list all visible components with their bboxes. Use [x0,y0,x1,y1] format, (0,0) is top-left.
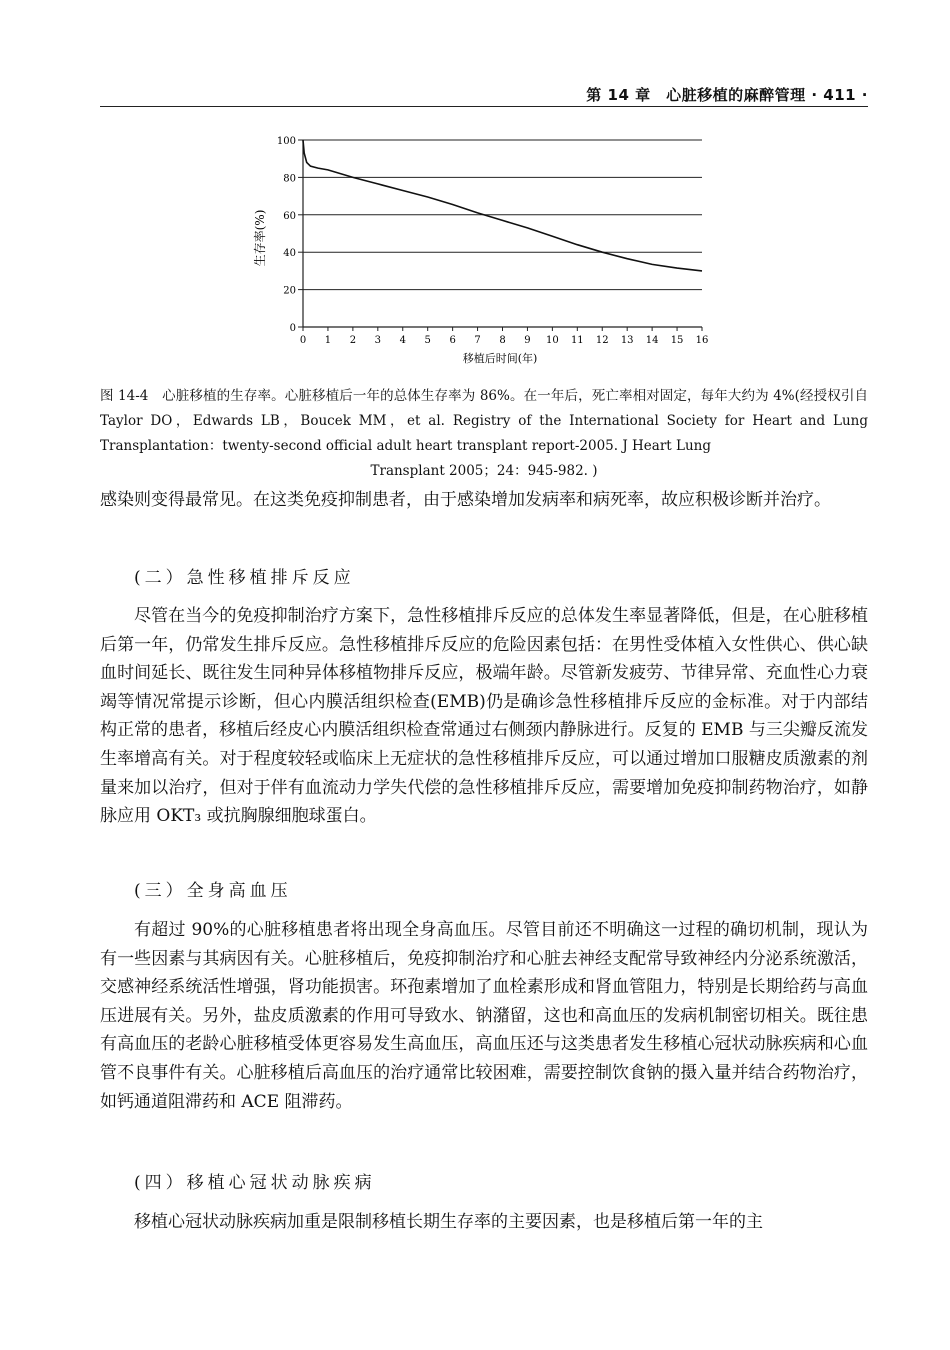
caption-text: 图 14-4 心脏移植的生存率。心脏移植后一年的总体生存率为 86%。在一年后，死亡率相对固定，每年大约为 4%(经授权引自 Taylor DO，Edwards LB，Boucek MM，et al. Registry of the International Society for Heart and Lung Transplantation：twenty-second official adult heart transplant report-2005. J Heart Lung [100,388,868,454]
x-tick-label-4: 4 [399,335,406,346]
x-tick-label-5: 5 [424,335,431,346]
x-tick-label-0: 0 [299,335,307,346]
x-tick-label-10: 10 [546,335,559,346]
x-tick-labels [300,335,709,346]
chart-axes [298,140,702,331]
x-tick-label-11: 11 [570,335,584,346]
x-tick-label-12: 12 [595,335,609,346]
caption-text-end: Transplant 2005；24：945-982. ) [370,463,598,479]
running-head: 第 14 章 心脏移植的麻醉管理 · 411 · [586,86,868,104]
paragraph-acute-rejection: 尽管在当今的免疫抑制治疗方案下，急性移植排斥反应的总体发生率显著降低，但是，在心脏移植后第一年，仍常发生排斥反应。急性移植排斥反应的危险因素包括：在男性受体植入女性供心、供心缺血时间延长、既往发生同种异体移植物排斥反应，极端年龄。尽管新发疲劳、节律异常、充血性心力衰竭等情况常提示诊断，但心内膜活组织检查(EMB)仍是确诊急性移植排斥反应的金标准。对于内部结构正常的患者，移植后经皮心内膜活组织检查常通过右侧颈内静脉进行。反复的 EMB 与三尖瓣反流发生率增高有关。对于程度较轻或临床上无症状的急性移植排斥反应，可以通过增加口服糖皮质激素的剂量来加以治疗，但对于伴有血流动力学失代偿的急性移植排斥反应，需要增加免疫抑制药物治疗，如静脉应用 OKT₃ 或抗胸腺细胞球蛋白。 [100,606,868,827]
x-tick-label-9: 9 [524,335,531,346]
figure-caption [100,384,868,484]
x-tick-label-3: 3 [374,335,381,346]
y-tick-label-80: 80 [283,173,296,185]
x-tick-label-7: 7 [474,335,481,346]
x-tick-label-15: 15 [670,335,684,346]
y-axis-label: 生存率(%) [253,209,267,267]
x-tick-label-1: 1 [324,335,332,346]
y-tick-label-100: 100 [276,136,296,147]
chart-grid [303,140,702,327]
paragraph-hypertension: 有超过 90%的心脏移植患者将出现全身高血压。尽管目前还不明确这一过程的确切机制，现认为有一些因素与其病因有关。心脏移植后，免疫抑制治疗和心脏去神经支配常导致神经内分泌系统激活，交感神经系统活性增强，肾功能损害。环孢素增加了血栓素形成和肾血管阻力，特别是长期给药与高血压进展有关。另外，盐皮质激素的作用可导致水、钠潴留，这也和高血压的发病机制密切相关。既往患有高血压的老龄心脏移植受体更容易发生高血压，高血压还与这类患者发生移植心冠状动脉疾病和心血管不良事件有关。心脏移植后高血压的治疗通常比较困难，需要控制饮食钠的摄入量并结合药物治疗，如钙通道阻滞药和 ACE 阻滞药。 [100,920,868,1112]
x-tick-label-8: 8 [499,335,506,346]
y-tick-label-20: 20 [283,285,296,297]
y-tick-label-40: 40 [283,248,296,260]
x-tick-label-2: 2 [349,335,357,346]
section-heading-acute-rejection: (二）急性移植排斥反应 [134,568,355,588]
paragraph-infection-end: 感染则变得最常见。在这类免疫抑制患者，由于感染增加发病率和病死率，故应积极诊断并治疗。 [100,490,831,510]
y-tick-label-60: 60 [283,210,296,222]
survival-chart [0,0,950,380]
series-line-0 [303,140,702,271]
y-tick-labels [277,136,296,334]
x-tick-label-13: 13 [620,335,634,346]
section-heading-cad: (四）移植心冠状动脉疾病 [134,1173,376,1193]
chart-series [303,140,702,271]
y-tick-label-0: 0 [289,323,296,334]
x-tick-label-6: 6 [449,335,456,346]
x-axis-label: 移植后时间(年) [462,352,538,365]
x-tick-label-16: 16 [695,335,709,346]
section-heading-hypertension: (三）全身高血压 [134,881,292,901]
x-tick-label-14: 14 [645,335,659,346]
paragraph-cad: 移植心冠状动脉疾病加重是限制移植长期生存率的主要因素，也是移植后第一年的主 [134,1212,763,1232]
